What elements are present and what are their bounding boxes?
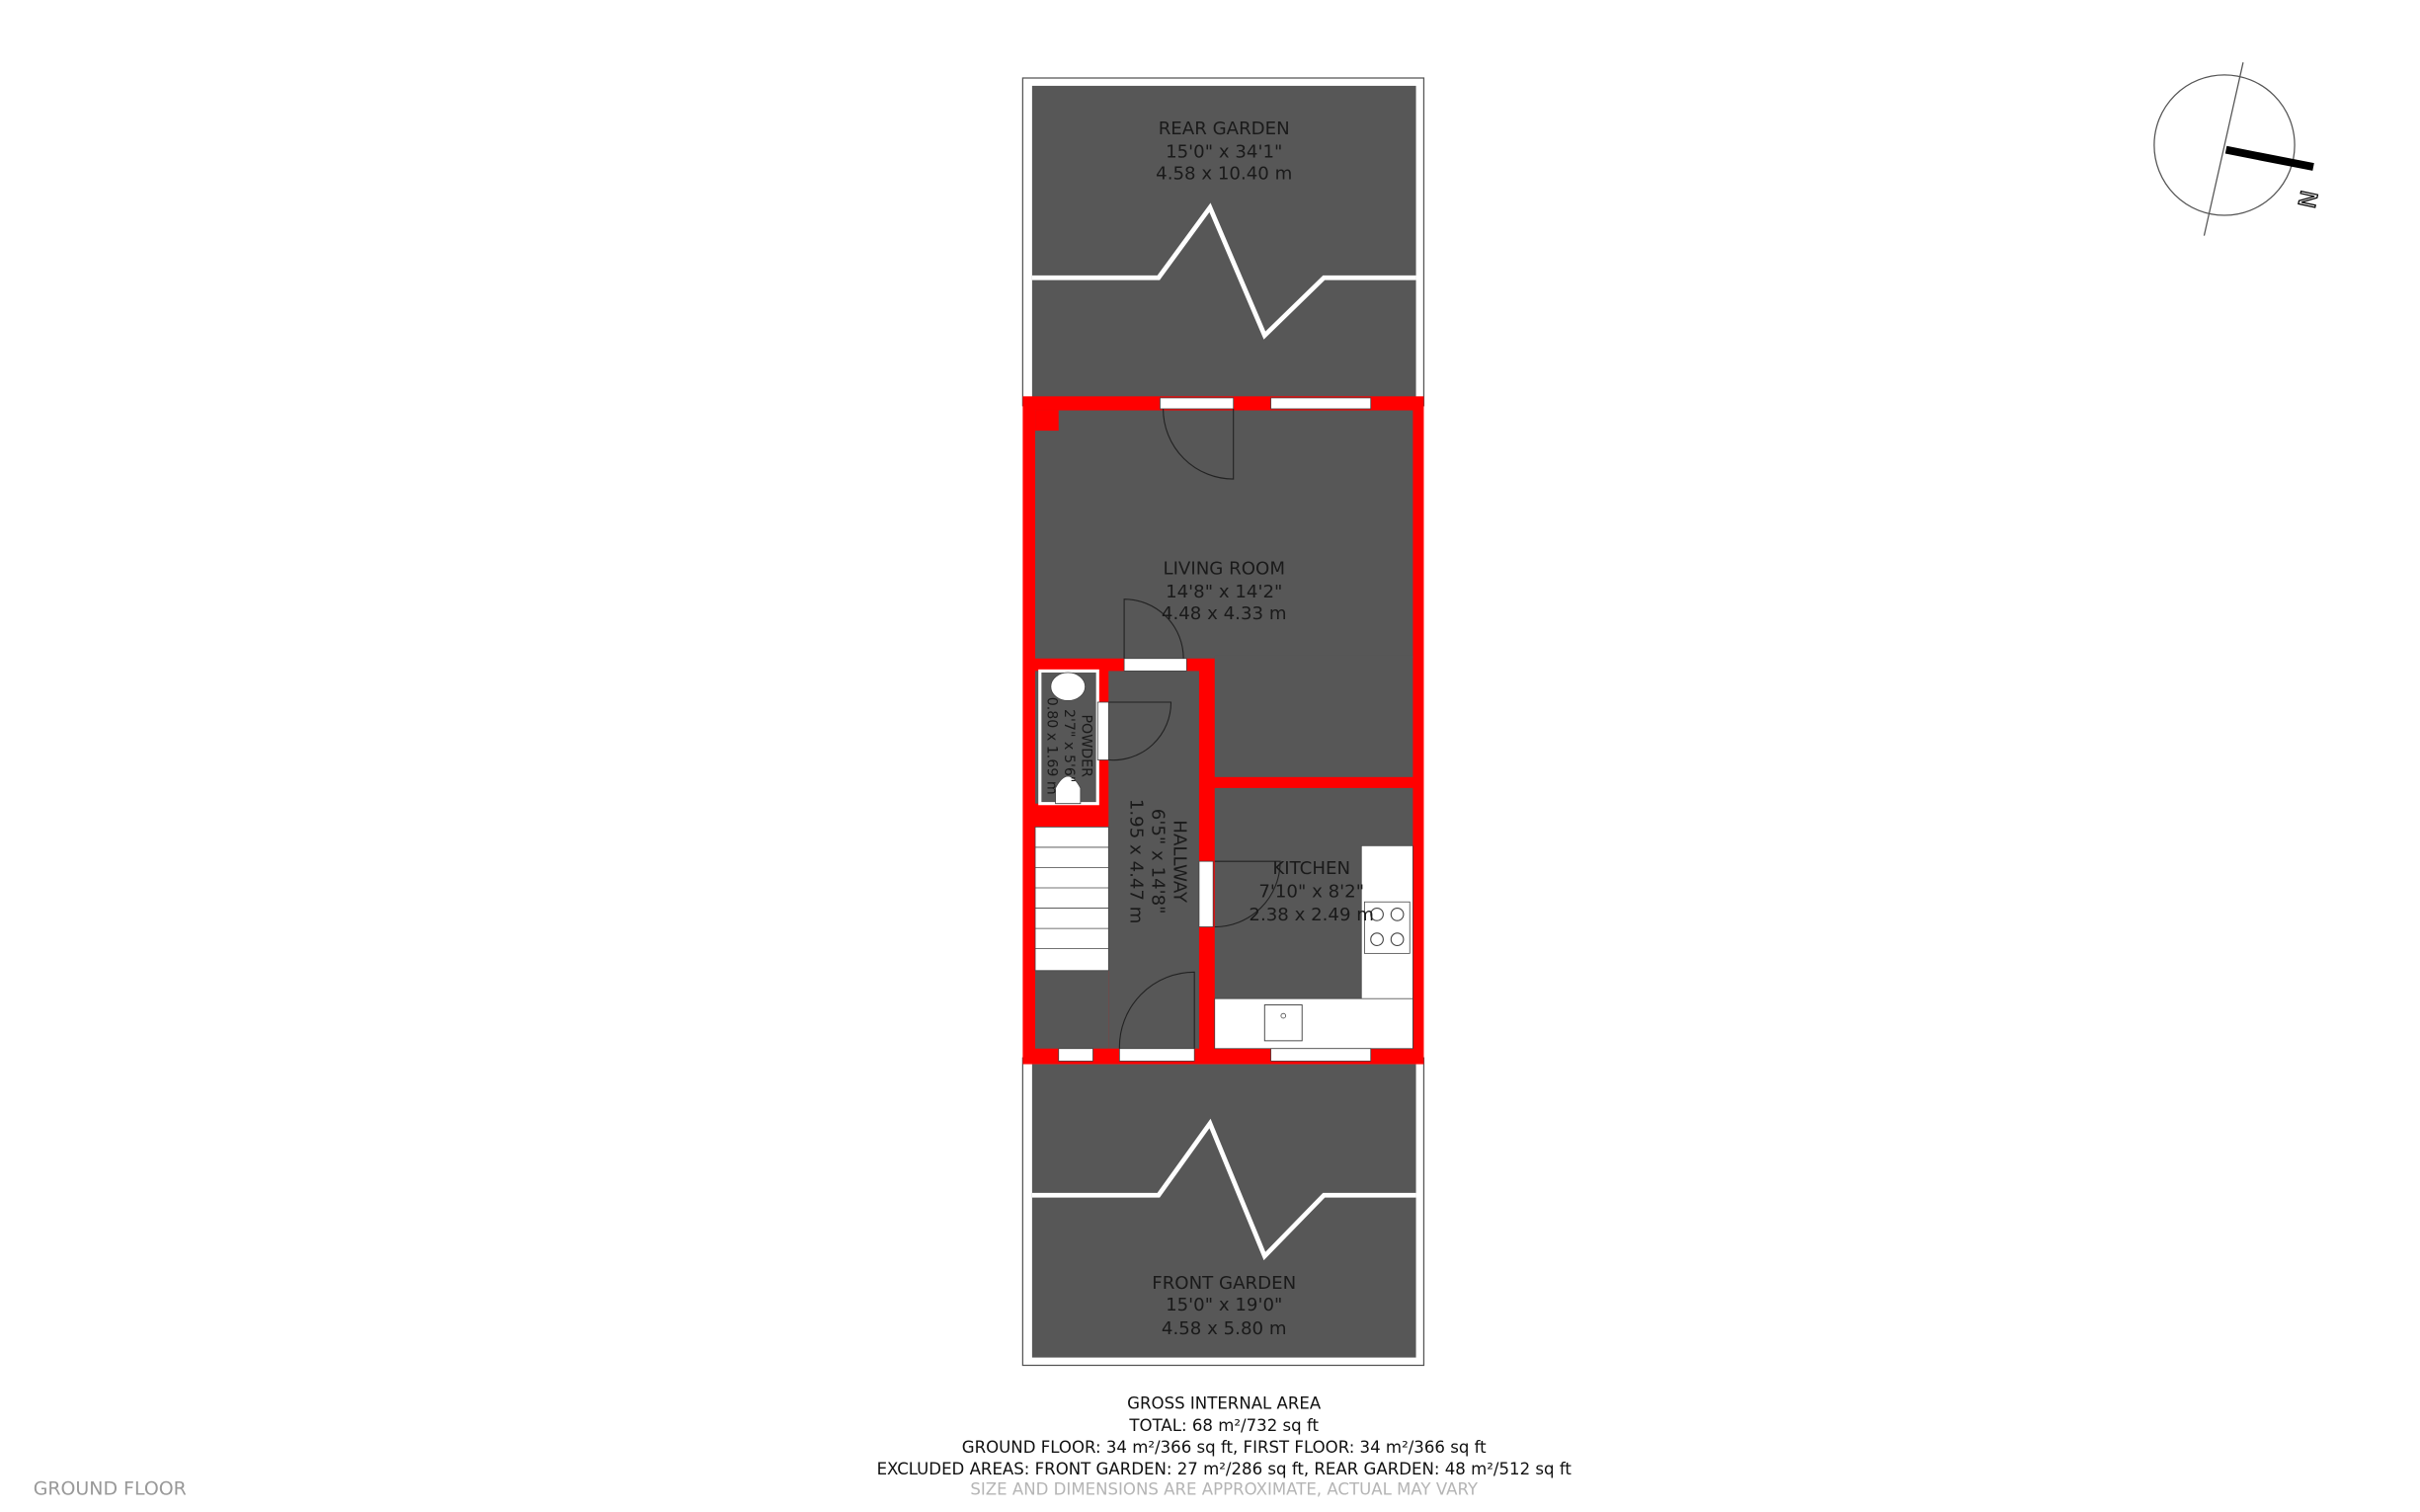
house [1022,396,1423,1064]
gia-total: TOTAL: 68 m²/732 sq ft [1129,1415,1320,1435]
powder-metric: 0.80 x 1.69 m [1043,696,1060,795]
living-room-imperial: 14'8" x 14'2" [1166,582,1283,603]
kitchen-imperial: 7'10" x 8'2" [1258,881,1365,903]
rear-garden-metric: 4.58 x 10.40 m [1156,163,1293,185]
front-garden-name: FRONT GARDEN [1152,1273,1297,1295]
gia-title: GROSS INTERNAL AREA [1127,1393,1322,1413]
front-garden [1022,1058,1423,1365]
rear-garden-name: REAR GARDEN [1158,118,1290,139]
hallway-metric: 1.95 x 4.47 m [1125,798,1147,924]
compass-north-label: N [2293,188,2324,211]
living-room-name: LIVING ROOM [1163,558,1285,580]
floor-label: GROUND FLOOR [33,1477,187,1500]
gia-floors: GROUND FLOOR: 34 m²/366 sq ft, FIRST FLOOR: 34 m²/366 sq ft [961,1437,1487,1457]
living-room-metric: 4.48 x 4.33 m [1161,603,1287,625]
front-garden-metric: 4.58 x 5.80 m [1161,1317,1287,1339]
stairs [1035,827,1108,970]
rear-garden [1022,78,1423,406]
kitchen-name: KITCHEN [1272,857,1351,879]
disclaimer: SIZE AND DIMENSIONS ARE APPROXIMATE, ACTUAL MAY VARY [970,1479,1479,1499]
hallway-name: HALLWAY [1169,820,1190,904]
rear-garden-imperial: 15'0" x 34'1" [1166,141,1283,163]
powder-name: POWDER [1078,714,1094,778]
hallway-imperial: 6'5" x 14'8" [1147,808,1169,915]
powder-imperial: 2'7" x 5'6" [1061,708,1078,783]
north-compass-icon [2154,62,2324,235]
kitchen-metric: 2.38 x 2.49 m [1249,905,1375,926]
front-garden-imperial: 15'0" x 19'0" [1166,1295,1283,1316]
sink-icon [1264,1005,1302,1041]
gia-excluded: EXCLUDED AREAS: FRONT GARDEN: 27 m²/286 sq ft, REAR GARDEN: 48 m²/512 sq ft [876,1460,1572,1479]
